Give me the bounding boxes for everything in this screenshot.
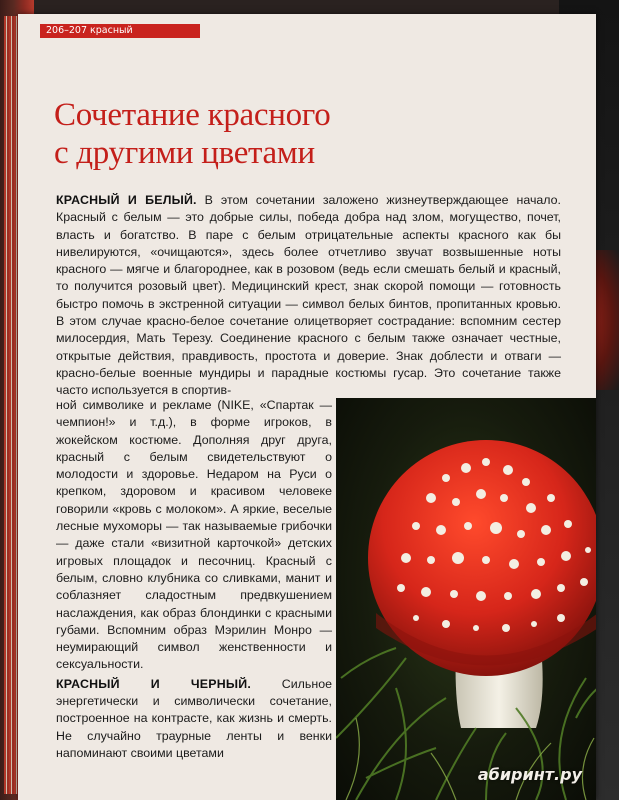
book-page	[18, 14, 596, 800]
section-lead-red-white: КРАСНЫЙ И БЕЛЫЙ.	[56, 193, 197, 207]
mushroom-illustration	[336, 398, 596, 800]
page-title	[54, 96, 454, 172]
text-column	[56, 397, 332, 762]
watermark: абиринт.ру	[477, 765, 582, 784]
section-red-black	[56, 676, 332, 762]
title-line-2: с другими цветами	[54, 135, 315, 171]
section-red-black-text: Сильное энергетически и символически сочетание, построенное на контрасте, как жизнь и смерть. Не случайно траурные ленты и венки напоминают своими цветами	[56, 676, 332, 760]
title-line-1: Сочетание красного	[54, 97, 331, 133]
fly-agaric-mushroom-photo	[336, 398, 596, 800]
running-head: 206–207 красный	[40, 24, 200, 38]
section-red-white-text: В этом сочетании заложено жизнеутверждающее начало. Красный с белым — это добрые силы, победа добра над злом, могущество, почет, власть и богатство. В паре с белым отрицательные аспекты красного как бы нивелируются, «очищаются», здесь более отчетливо звучат возвышенные ноты красного — мягче и благороднее, как в розовом (ведь если смешать белый и красный, то получится розовый цвет). Медицинский крест, знак скорой помощи — готовность быстро помочь в экстренной ситуации — символ белых бинтов, пропитанных кровью. В этом случае красно-белое сочетание олицетворяет сострадание: вспомним сестер милосердия, Мать Терезу. Соединение красного с белым также означает честные, открытые действия, правдивость, простота и доверие. Знак доблести и отваги — красно-белые военные мундиры и парадные костюмы гусар. Это сочетание также часто используется в спортив-	[56, 193, 561, 398]
section-lead-red-black: КРАСНЫЙ И ЧЕРНЫЙ.	[56, 676, 251, 691]
section-red-white-continued: ной символике и рекламе (NIKE, «Спартак — чемпион!» и т.д.), в форме игроков, в жокейском костюме. Дополняя друг друга, красный с белым свидетельствуют о молодости и здоровье. Недаром на Руси о крепком, здоровом и красивом человеке говорили «кровь с молоком». А яркие, веселые лесные мухоморы — так называемые грибочки — даже стали «визитной карточкой» детских игровых площадок и песочниц. Красный с белым, словно клубника со сливками, манит и соблазняет сладостным предвкушением наслаждения, как образ блондинки с красными губами. Вспомним образ Мэрилин Монро — неумирающий символ женственности и сексуальности.	[56, 398, 332, 672]
section-red-white-intro	[56, 192, 561, 400]
